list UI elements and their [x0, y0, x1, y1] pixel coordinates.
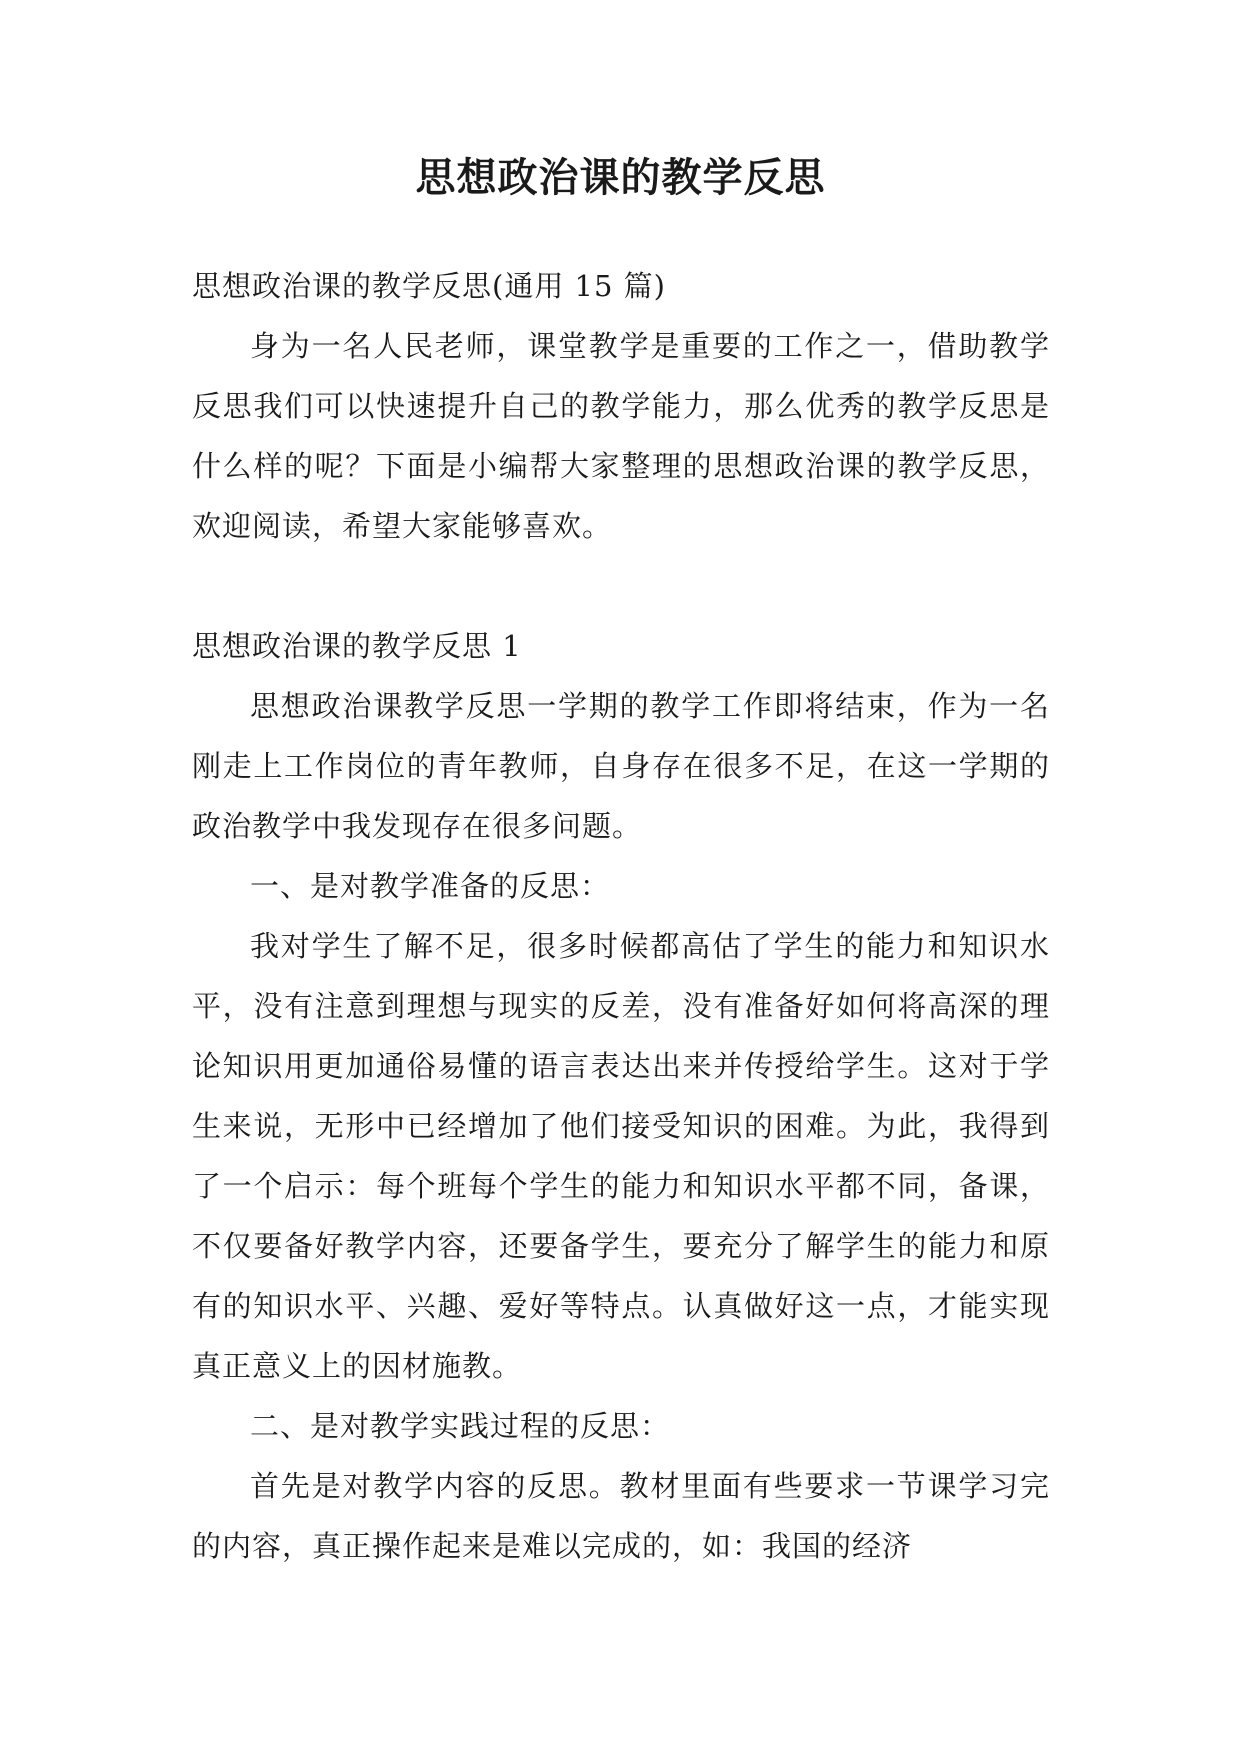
section-heading: 思想政治课的教学反思 1	[192, 629, 522, 663]
document-title: 思想政治课的教学反思	[415, 154, 826, 201]
document-subtitle: 思想政治课的教学反思(通用 15 篇)	[192, 269, 666, 303]
intro-paragraph: 身为一名人民老师，课堂教学是重要的工作之一，借助教学反思我们可以快速提升自己的教学能力，那么优秀的教学反思是什么样的呢？下面是小编帮大家整理的思想政治课的教学反思，欢迎阅读，希望大家能够喜欢。	[192, 329, 1050, 543]
body-paragraph: 思想政治课教学反思一学期的教学工作即将结束，作为一名刚走上工作岗位的青年教师，自身存在很多不足，在这一学期的政治教学中我发现存在很多问题。	[192, 689, 1050, 843]
subsection-heading: 一、是对教学准备的反思：	[250, 869, 611, 903]
subsection-heading: 二、是对教学实践过程的反思：	[250, 1409, 671, 1443]
body-paragraph: 首先是对教学内容的反思。教材里面有些要求一节课学习完的内容，真正操作起来是难以完成的，如：我国的经济	[192, 1469, 1050, 1563]
document-body	[192, 256, 1050, 1576]
body-paragraph: 我对学生了解不足，很多时候都高估了学生的能力和知识水平，没有注意到理想与现实的反差，没有准备好如何将高深的理论知识用更加通俗易懂的语言表达出来并传授给学生。这对于学生来说，无形中已经增加了他们接受知识的困难。为此，我得到了一个启示：每个班每个学生的能力和知识水平都不同，备课，不仅要备好教学内容，还要备学生，要充分了解学生的能力和原有的知识水平、兴趣、爱好等特点。认真做好这一点，才能实现真正意义上的因材施教。	[192, 929, 1050, 1383]
